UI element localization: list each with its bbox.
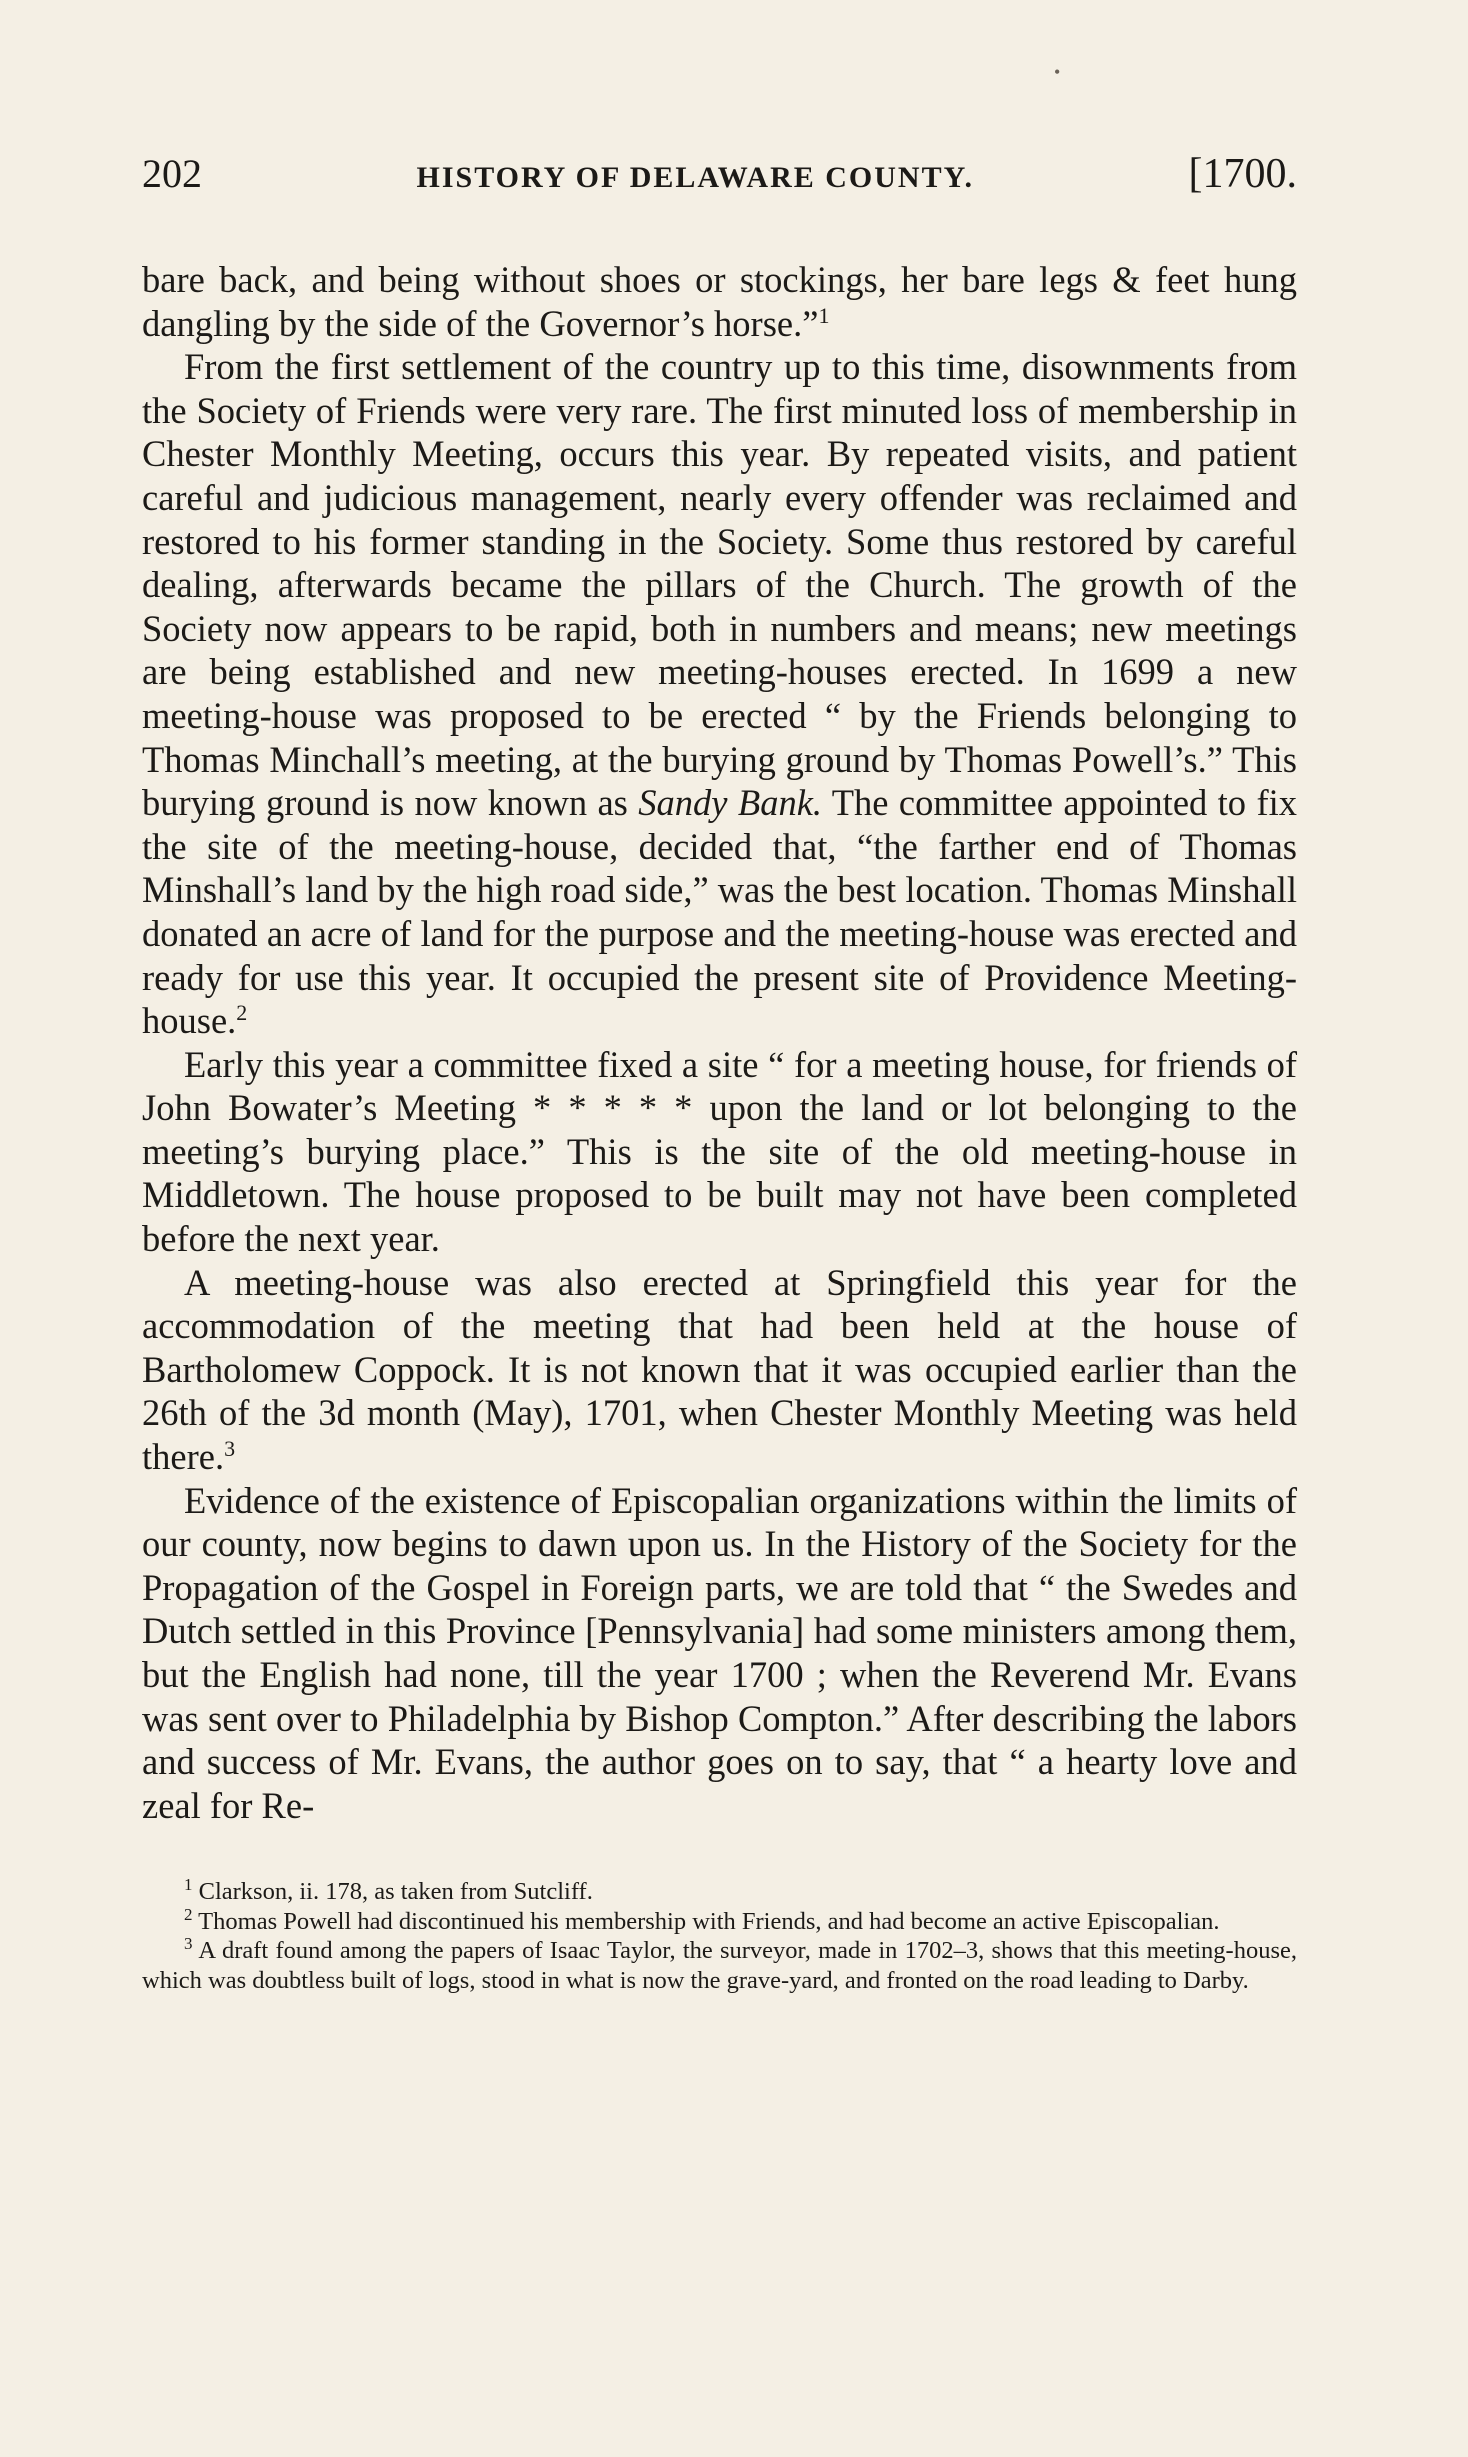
footnote-text: A draft found among the papers of Isaac Taylor, the surveyor, made in 1702–3, shows that this meeting-house, which was doubtless built of logs, stood in what is now the grave-yard, and fronted on the road leading to Darby. bbox=[142, 1937, 1297, 1994]
paragraph-text: From the first settlement of the country up to this time, disownments from the Society of Friends were very rare. The first minuted loss of membership in Chester Monthly Meeting, occurs this year. By repeated visits, and patient careful and judicious management, nearly every offender was reclaimed and restored to his former standing in the Society. Some thus restored by careful dealing, afterwards became the pillars of the Church. The growth of the Society now appears to be rapid, both in numbers and means; new meetings are being established and new meeting-houses erected. In 1699 a new meeting-house was proposed to be erected “ by the Friends belonging to Thomas Minchall’s meeting, at the burying ground by Thomas Powell’s.” This burying ground is now known as bbox=[142, 346, 1297, 824]
paragraph bbox=[142, 1261, 1297, 1479]
footnote-reference: 3 bbox=[224, 1435, 236, 1461]
footnote-reference: 2 bbox=[236, 999, 248, 1025]
document-page bbox=[142, 150, 1297, 1995]
page-number: 202 bbox=[142, 151, 202, 196]
footnotes bbox=[142, 1877, 1297, 1995]
paragraph-text: Evidence of the existence of Episcopalian organizations within the limits of our county, now begins to dawn upon us. In the History of the Society for the Propagation of the Gospel in Foreign parts, we are told that “ the Swedes and Dutch settled in this Province [Pennsylvania] had some ministers among them, but the English had none, till the year 1700 ; when the Reverend Mr. Evans was sent over to Philadelphia by Bishop Compton.” After describing the labors and success of Mr. Evans, the author goes on to say, that “ a hearty love and zeal for Re- bbox=[142, 1479, 1297, 1826]
page-header bbox=[142, 150, 1297, 220]
stray-mark: • bbox=[1054, 62, 1061, 82]
paragraph bbox=[142, 258, 1297, 345]
running-title: HISTORY OF DELAWARE COUNTY. bbox=[416, 161, 974, 194]
footnote bbox=[142, 1936, 1297, 1995]
footnote-reference: 1 bbox=[818, 302, 830, 328]
header-year: [1700. bbox=[1188, 151, 1297, 197]
paragraph bbox=[142, 1479, 1297, 1828]
footnote bbox=[142, 1904, 1297, 1937]
footnote-mark: 3 bbox=[184, 1934, 193, 1954]
footnote-mark: 1 bbox=[184, 1875, 193, 1895]
body-text bbox=[142, 258, 1297, 1827]
paragraph-text: The committee appointed to fix the site of the meeting-house, decided that, “the farther end of Thomas Minshall’s land by the high road side,” was the best location. Thomas Minshall donated an acre of land for the purpose and the meeting-house was erected and ready for use this year. It occupied the present site of Providence Meeting-house. bbox=[142, 782, 1297, 1042]
italic-text: Sandy Bank. bbox=[638, 782, 823, 824]
footnote-mark: 2 bbox=[184, 1904, 193, 1924]
footnote bbox=[142, 1877, 1297, 1907]
footnote-text: Clarkson, ii. 178, as taken from Sutcliff. bbox=[192, 1878, 593, 1906]
paragraph bbox=[142, 1043, 1297, 1261]
paragraph bbox=[142, 345, 1297, 1043]
paragraph-text: bare back, and being without shoes or stockings, her bare legs & feet hung dangling by the side of the Governor’s horse.” bbox=[142, 259, 1297, 344]
paragraph-text: A meeting-house was also erected at Springfield this year for the accommodation of the meeting that had been held at the house of Bartholomew Coppock. It is not known that it was occupied earlier than the 26th of the 3d month (May), 1701, when Chester Monthly Meeting was held there. bbox=[142, 1261, 1297, 1478]
paragraph-text: Early this year a committee fixed a site “ for a meeting house, for friends of John Bowater’s Meeting * * * * * upon the land or lot belonging to the meeting’s burying place.” This is the site of the old meeting-house in Middletown. The house proposed to be built may not have been completed before the next year. bbox=[142, 1043, 1297, 1260]
footnote-text: Thomas Powell had discontinued his membership with Friends, and had become an active Episcopalian. bbox=[192, 1907, 1220, 1935]
